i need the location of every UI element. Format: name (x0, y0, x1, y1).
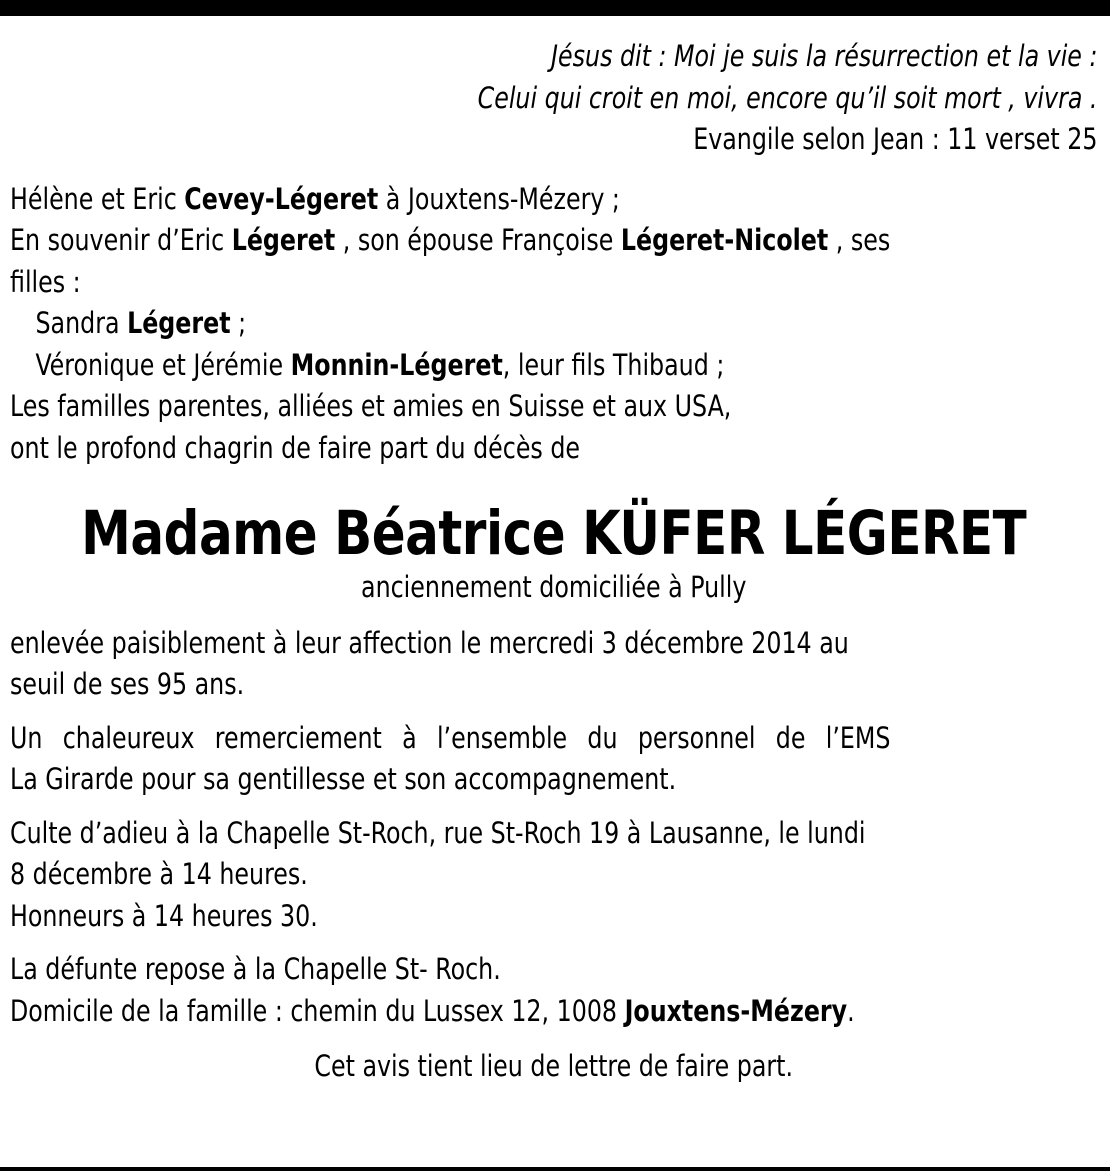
paragraph-line: enlevée paisiblement à leur affection le mercredi 3 décembre 2014 au (10, 625, 849, 660)
closing-note: Cet avis tient lieu de lettre de faire part. (314, 1049, 794, 1083)
deceased-former-residence: anciennement domiciliée à Pully (361, 570, 747, 604)
family-surname: Légeret (231, 223, 336, 257)
family-line: ont le profond chagrin de faire part du décès de (10, 430, 581, 465)
family-line (10, 179, 1097, 221)
family-line (10, 303, 1097, 345)
family-surname: Légeret (127, 306, 231, 340)
verse-line-1: Jésus dit : Moi je suis la résurrection et la vie : (551, 39, 1098, 73)
family-text: Véronique et Jérémie (35, 347, 291, 382)
family-surname: Légeret-Nicolet (620, 223, 829, 257)
family-text: , son épouse Françoise (335, 223, 621, 257)
paragraph-line: La défunte repose à la Chapelle St- Roch. (10, 952, 501, 986)
paragraph-line: Culte d’adieu à la Chapelle St-Roch, rue St-Roch 19 à Lausanne, le lundi (10, 815, 866, 850)
family-text: à Jouxtens-Mézery ; (378, 181, 620, 216)
deceased-name: Madame Béatrice KÜFER LÉGERET (81, 498, 1027, 569)
top-border-bar (0, 0, 1110, 16)
family-line (10, 345, 1097, 387)
family-line (10, 220, 1097, 262)
family-surname: Cevey-Légeret (184, 181, 379, 216)
address-text: . (847, 993, 855, 1028)
passing-paragraph (10, 623, 1097, 706)
paragraph-line (10, 991, 1097, 1033)
paragraph-line: seuil de ses 95 ans. (10, 667, 245, 701)
paragraph-line: Honneurs à 14 heures 30. (10, 898, 318, 933)
bottom-border-rule (0, 1167, 1110, 1171)
paragraph-line: La Girarde pour sa gentillesse et son accompagnement. (10, 762, 677, 796)
family-text: , ses (828, 223, 891, 257)
family-line: Les familles parentes, alliées et amies en Suisse et aux USA, (10, 389, 732, 423)
family-announcement (10, 179, 1097, 470)
resting-paragraph (10, 949, 1097, 1032)
obituary-notice (10, 36, 1097, 1088)
address-locality: Jouxtens-Mézery (624, 993, 848, 1028)
bible-verse (10, 36, 1097, 161)
family-text: Sandra (35, 306, 128, 340)
verse-reference: Evangile selon Jean : 11 verset 25 (693, 122, 1098, 156)
paragraph-line: Un chaleureux remerciement à l’ensemble du personnel de l’EMS (10, 720, 891, 755)
family-surname: Monnin-Légeret (290, 347, 503, 382)
thanks-paragraph (10, 718, 1097, 801)
family-text: , leur fils Thibaud ; (502, 347, 725, 382)
address-text: Domicile de la famille : chemin du Lussex 12, 1008 (10, 993, 625, 1028)
family-text: ; (230, 306, 247, 340)
verse-line-2: Celui qui croit en moi, encore qu’il soit mort , vivra . (477, 80, 1098, 115)
family-line: filles : (10, 264, 81, 299)
family-text: Hélène et Eric (10, 181, 185, 216)
paragraph-line: 8 décembre à 14 heures. (10, 857, 308, 891)
family-text: En souvenir d’Eric (10, 223, 232, 257)
ceremony-paragraph (10, 813, 1097, 938)
